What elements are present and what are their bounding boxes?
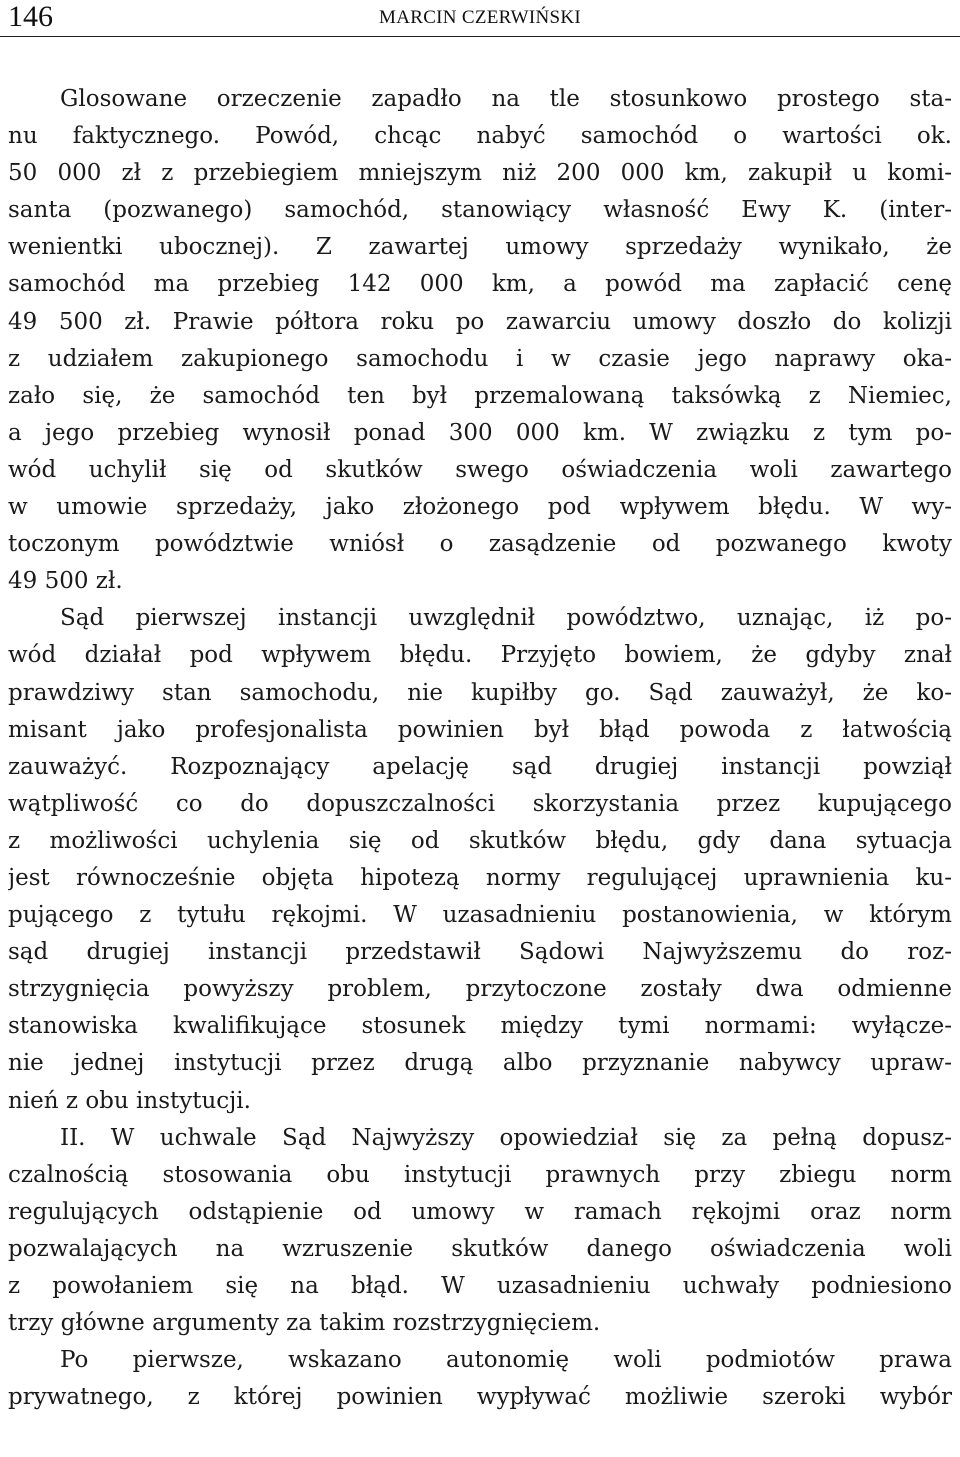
- text-line: santa (pozwanego) samochód, stanowiący własność Ewy K. (inter-: [8, 197, 952, 224]
- text-line: pującego z tytułu rękojmi. W uzasadnieniu postanowienia, w którym: [8, 902, 952, 929]
- text-line: prawdziwy stan samochodu, nie kupiłby go. Sąd zauważył, że ko-: [8, 679, 952, 706]
- running-head-author: MARCIN CZERWIŃSKI: [379, 7, 581, 28]
- text-line: wątpliwość co do dopuszczalności skorzystania przez kupującego: [8, 790, 952, 817]
- text-line: Po pierwsze, wskazano autonomię woli podmiotów prawa: [60, 1347, 952, 1374]
- text-line: jest równocześnie objęta hipotezą normy regulującej uprawnienia ku-: [8, 864, 952, 891]
- text-line: 49 500 zł.: [8, 568, 123, 595]
- text-line: zało się, że samochód ten był przemalowaną taksówką z Niemiec,: [8, 382, 952, 409]
- text-line: z powołaniem się na błąd. W uzasadnieniu uchwały podniesiono: [8, 1273, 952, 1299]
- text-line: nień z obu instytucji.: [8, 1087, 251, 1114]
- page-number: 146: [8, 0, 53, 33]
- text-line: samochód ma przebieg 142 000 km, a powód ma zapłacić cenę: [8, 271, 952, 298]
- text-line: nu faktycznego. Powód, chcąc nabyć samochód o wartości ok.: [8, 123, 952, 150]
- text-line: sąd drugiej instancji przedstawił Sądowi Najwyższemu do roz-: [8, 939, 952, 966]
- text-line: prywatnego, z której powinien wypływać możliwie szeroki wybór: [8, 1384, 952, 1411]
- text-line: czalnością stosowania obu instytucji prawnych przy zbiegu norm: [8, 1161, 952, 1188]
- text-line: z udziałem zakupionego samochodu i w czasie jego naprawy oka-: [8, 345, 952, 372]
- body-text: [8, 81, 952, 1416]
- text-line: Glosowane orzeczenie zapadło na tle stosunkowo prostego sta-: [60, 86, 952, 112]
- text-line: II. W uchwale Sąd Najwyższy opowiedział się za pełną dopusz-: [60, 1124, 952, 1151]
- text-line: regulujących odstąpienie od umowy w ramach rękojmi oraz norm: [8, 1198, 952, 1225]
- text-line: zauważyć. Rozpoznający apelację sąd drugiej instancji powziął: [8, 753, 952, 780]
- page-header: [0, 0, 960, 37]
- text-line: wód działał pod wpływem błędu. Przyjęto bowiem, że gdyby znał: [8, 642, 952, 669]
- text-line: 49 500 zł. Prawie półtora roku po zawarciu umowy doszło do kolizji: [8, 308, 952, 335]
- text-line: a jego przebieg wynosił ponad 300 000 km. W związku z tym po-: [8, 419, 952, 446]
- text-line: stanowiska kwalifikujące stosunek między tymi normami: wyłącze-: [8, 1013, 952, 1040]
- text-line: strzygnięcia powyższy problem, przytoczone zostały dwa odmienne: [8, 976, 952, 1003]
- text-line: nie jednej instytucji przez drugą albo przyznanie nabywcy upraw-: [8, 1050, 952, 1077]
- text-line: toczonym powództwie wniósł o zasądzenie od pozwanego kwoty: [8, 531, 952, 558]
- text-line: Sąd pierwszej instancji uwzględnił powództwo, uznając, iż po-: [60, 605, 952, 632]
- text-line: misant jako profesjonalista powinien był błąd powoda z łatwością: [8, 716, 952, 743]
- text-line: pozwalających na wzruszenie skutków danego oświadczenia woli: [8, 1235, 952, 1262]
- text-line: 50 000 zł z przebiegiem mniejszym niż 200 000 km, zakupił u komi-: [8, 160, 952, 187]
- text-line: wenientki ubocznej). Z zawartej umowy sprzedaży wynikało, że: [8, 234, 952, 261]
- text-line: w umowie sprzedaży, jako złożonego pod wpływem błędu. W wy-: [8, 494, 952, 521]
- text-line: wód uchylił się od skutków swego oświadczenia woli zawartego: [8, 456, 952, 483]
- text-line: z możliwości uchylenia się od skutków błędu, gdy dana sytuacja: [8, 827, 952, 854]
- text-line: trzy główne argumenty za takim rozstrzygnięciem.: [8, 1310, 601, 1337]
